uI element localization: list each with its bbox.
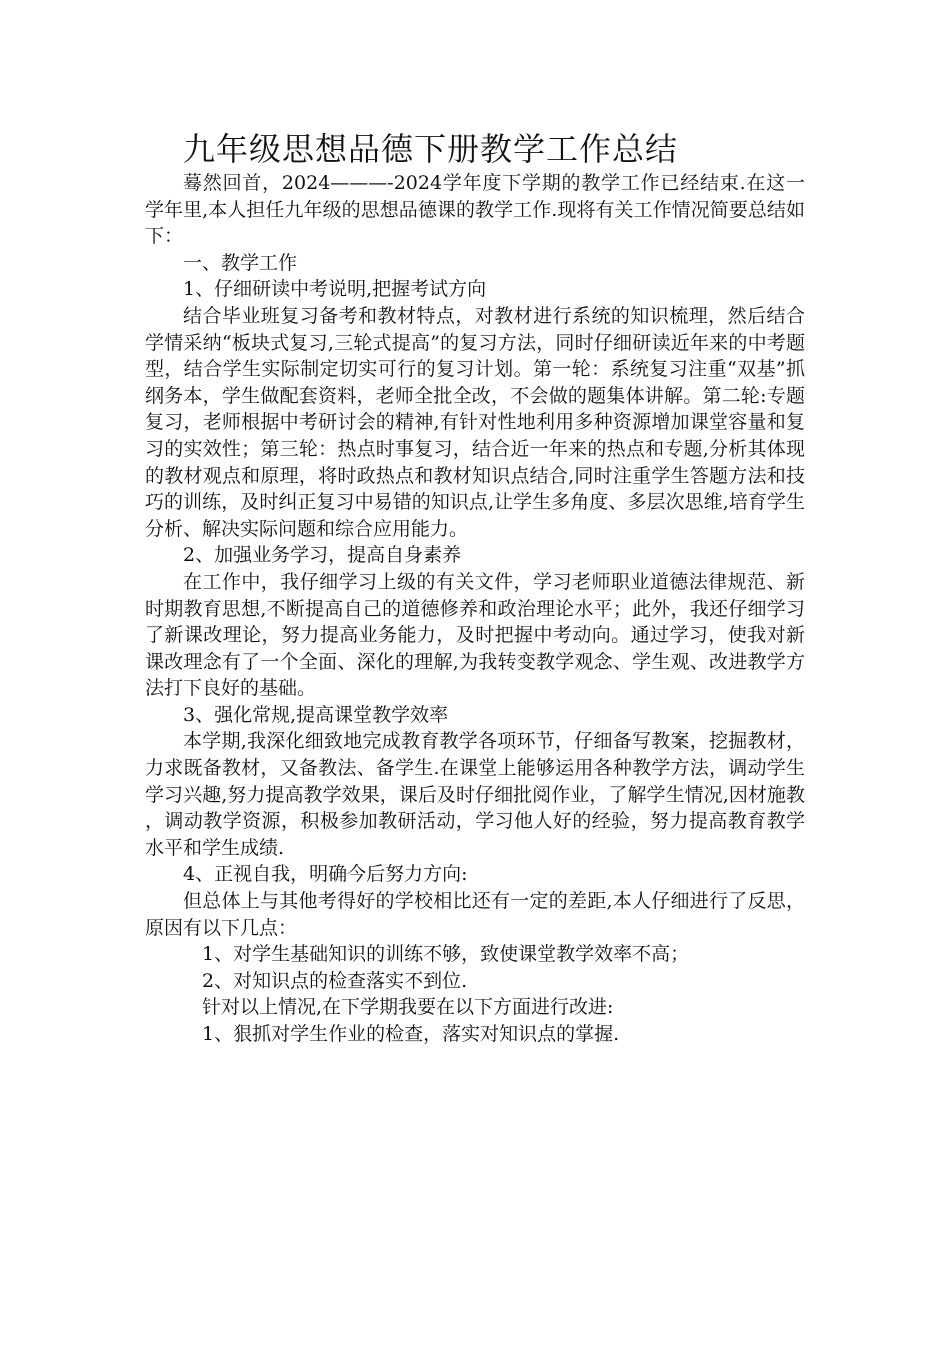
subheading-classroom-efficiency: 3、强化常规,提高课堂教学效率 xyxy=(183,703,449,726)
subheading-exam-direction: 1、仔细研读中考说明,把握考试方向 xyxy=(183,278,487,301)
paragraph-improvement-intro: 针对以上情况,在下学期我要在以下方面进行改进: xyxy=(202,996,614,1019)
paragraph-review-plan: 结合毕业班复习备考和教材特点，对教材进行系统的知识梳理，然后结合学情采纳“板块式复习,三轮式提高”的复习方法，同时仔细研读近年来的中考题型，结合学生实际制定切实可行的复习计划。第一轮：系统复习注重“双基”抓纲务本，学生做配套资料，老师全批全改，不会做的题集体讲解。第二轮:专题复习，老师根据中考研讨会的精神,有针对性地利用多种资源增加课堂容量和复习的实效性；第三轮：热点时事复习，结合近一年来的热点和专题,分析其体现的教材观点和原理，将时政热点和教材知识点结合,同时注重学生答题方法和技巧的训练，及时纠正复习中易错的知识点,让学生多角度、多层次思维,培育学生分析、解决实际问题和综合应用能力。 xyxy=(145,304,805,540)
document-title: 九年级思想品德下册教学工作总结 xyxy=(183,130,679,168)
list-item-improvement-1: 1、狠抓对学生作业的检查，落实对知识点的掌握. xyxy=(202,1023,620,1045)
subheading-professional-study: 2、加强业务学习，提高自身素养 xyxy=(183,544,462,567)
list-item-reason-1: 1、对学生基础知识的训练不够，致使课堂教学效率不高； xyxy=(202,943,690,966)
section-heading-teaching-work: 一、教学工作 xyxy=(183,251,298,274)
paragraph-intro: 蓦然回首，2024———-2024学年度下学期的教学工作已经结束.在这一学年里,本人担任九年级的思想品德课的教学工作.现将有关工作情况简要总结如下： xyxy=(145,172,805,248)
paragraph-professional-study: 在工作中，我仔细学习上级的有关文件，学习老师职业道德法律规范、新时期教育思想,不断提高自己的道德修养和政治理论水平；此外，我还仔细学习了新课改理论，努力提高业务能力，及时把握中考动向。通过学习，使我对新课改理念有了一个全面、深化的理解,为我转变教学观念、学生观、改进教学方法打下良好的基础。 xyxy=(145,570,805,700)
paragraph-reflection: 但总体上与其他考得好的学校相比还有一定的差距,本人仔细进行了反思，原因有以下几点： xyxy=(145,890,805,939)
document-body xyxy=(145,128,805,1048)
subheading-self-reflection: 4、正视自我，明确今后努力方向: xyxy=(183,863,468,886)
paragraph-classroom-efficiency: 本学期,我深化细致地完成教育教学各项环节，仔细备写教案，挖掘教材，力求既备教材，又备教法、备学生.在课堂上能够运用各种教学方法，调动学生学习兴趣,努力提高教学效果，课后及时仔细批阅作业，了解学生情况,因材施教，调动教学资源，积极参加教研活动，学习他人好的经验，努力提高教育教学水平和学生成绩. xyxy=(145,730,805,859)
list-item-reason-2: 2、对知识点的检查落实不到位. xyxy=(202,969,468,992)
